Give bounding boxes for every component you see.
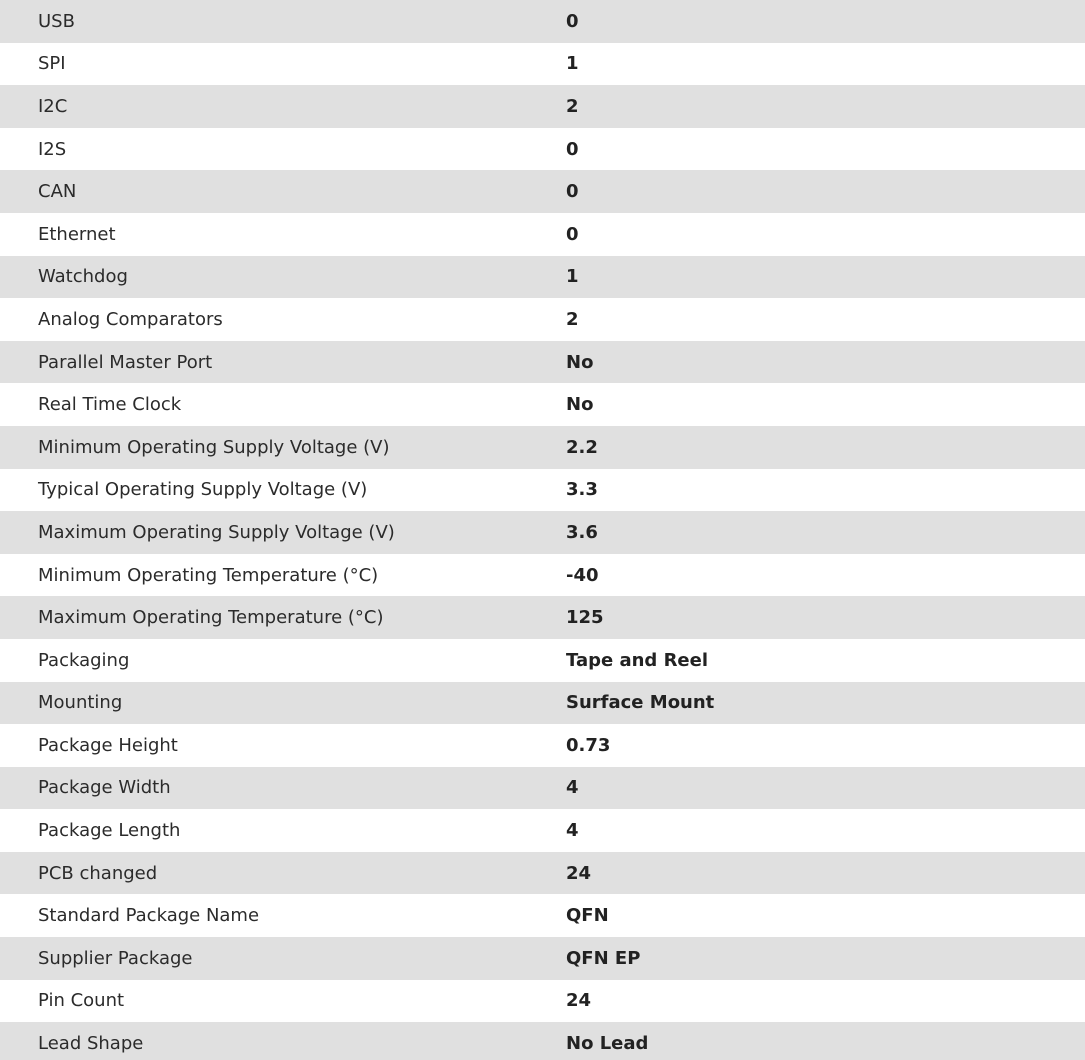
spec-row (0, 213, 1085, 256)
spec-value: No Lead (566, 1033, 649, 1055)
spec-label: I2C (38, 95, 68, 117)
spec-label: Minimum Operating Temperature (°C) (38, 564, 379, 586)
spec-value: QFN EP (566, 947, 641, 969)
spec-label: Typical Operating Supply Voltage (V) (38, 479, 368, 501)
spec-value: 2.2 (566, 436, 598, 458)
spec-row (0, 128, 1085, 171)
spec-value: 0.73 (566, 734, 611, 756)
spec-label: Package Length (38, 820, 181, 842)
spec-value: 24 (566, 862, 592, 884)
spec-value: 2 (566, 308, 579, 330)
spec-row (0, 170, 1085, 213)
spec-label: Lead Shape (38, 1033, 144, 1055)
spec-value: 0 (566, 138, 579, 160)
spec-value: 0 (566, 181, 579, 203)
spec-value: 4 (566, 777, 579, 799)
spec-value: No (566, 351, 594, 373)
spec-label: SPI (38, 53, 66, 75)
spec-row (0, 894, 1085, 937)
spec-value: QFN (566, 905, 609, 927)
spec-label: I2S (38, 138, 67, 160)
spec-value: Tape and Reel (566, 649, 709, 671)
spec-label: Package Width (38, 777, 171, 799)
spec-row (0, 724, 1085, 767)
spec-label: Maximum Operating Supply Voltage (V) (38, 521, 395, 543)
spec-value: No (566, 394, 594, 416)
spec-label: Ethernet (38, 223, 116, 245)
spec-value: 3.6 (566, 521, 598, 543)
spec-row (0, 809, 1085, 852)
spec-row (0, 0, 1085, 43)
spec-label: Standard Package Name (38, 905, 260, 927)
spec-value: 2 (566, 95, 579, 117)
spec-row (0, 554, 1085, 597)
spec-row (0, 767, 1085, 810)
spec-row (0, 596, 1085, 639)
spec-row (0, 298, 1085, 341)
spec-row (0, 43, 1085, 86)
spec-row (0, 256, 1085, 299)
spec-value: 1 (566, 53, 579, 75)
spec-row (0, 980, 1085, 1023)
spec-row (0, 85, 1085, 128)
spec-label: Analog Comparators (38, 308, 223, 330)
spec-row (0, 341, 1085, 384)
spec-label: Package Height (38, 734, 178, 756)
spec-label: Packaging (38, 649, 130, 671)
spec-value: 24 (566, 990, 592, 1012)
spec-value: 1 (566, 266, 579, 288)
spec-label: PCB changed (38, 862, 158, 884)
spec-label: Minimum Operating Supply Voltage (V) (38, 436, 390, 458)
spec-row (0, 852, 1085, 895)
spec-value: 125 (566, 607, 604, 629)
spec-label: Real Time Clock (38, 394, 182, 416)
spec-row (0, 469, 1085, 512)
spec-label: Mounting (38, 692, 123, 714)
spec-label: Maximum Operating Temperature (°C) (38, 607, 384, 629)
spec-value: 0 (566, 223, 579, 245)
spec-label: Pin Count (38, 990, 125, 1012)
spec-value: 4 (566, 820, 579, 842)
spec-value: Surface Mount (566, 692, 715, 714)
spec-row (0, 639, 1085, 682)
spec-row (0, 1022, 1085, 1060)
spec-label: Supplier Package (38, 947, 193, 969)
spec-value: 0 (566, 10, 579, 32)
spec-row (0, 937, 1085, 980)
spec-label: CAN (38, 181, 77, 203)
spec-row (0, 682, 1085, 725)
spec-label: Watchdog (38, 266, 128, 288)
spec-value: -40 (566, 564, 599, 586)
spec-row (0, 511, 1085, 554)
spec-row (0, 383, 1085, 426)
spec-value: 3.3 (566, 479, 598, 501)
spec-row (0, 426, 1085, 469)
spec-label: Parallel Master Port (38, 351, 213, 373)
spec-label: USB (38, 10, 75, 32)
